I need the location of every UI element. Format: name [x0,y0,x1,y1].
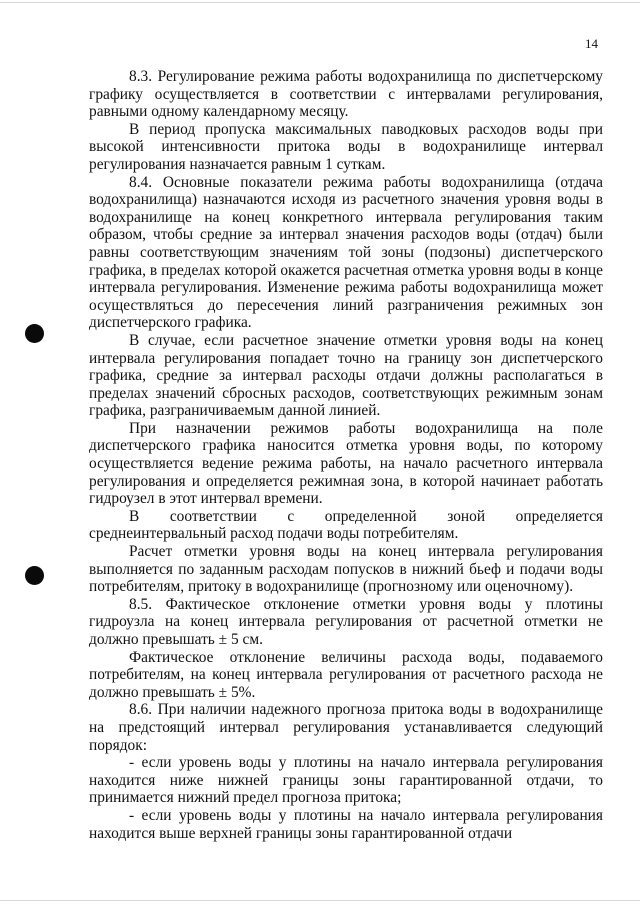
paragraph-discharge-deviation: Фактическое отклонение величины расхода воды, подаваемого потребителям, на конец интервала регулирования от расчетного расхода не должно превышать ± 5%. [89,648,603,701]
list-item-above-zone: - если уровень воды у плотины на начало интервала регулирования находится выше верхней границы зоны гарантированной отдачи [89,806,603,842]
paragraph-flood-interval: В период пропуска максимальных паводковых расходов воды при высокой интенсивности притока воды в водохранилище интервал регулирования назначается равным 1 суткам. [89,120,603,173]
paragraph-8-5: 8.5. Фактическое отклонение отметки уровня воды у плотины гидроузла на конец интервала регулирования от расчетной отметки не должно превышать ± 5 см. [89,595,603,648]
paragraph-8-6: 8.6. При наличии надежного прогноза притока воды в водохранилище на предстоящий интервал регулирования устанавливается следующий порядок: [89,701,603,754]
paragraph-8-4: 8.4. Основные показатели режима работы водохранилища (отдача водохранилища) назначаются исходя из расчетного значения уровня воды в водохранилище на конец конкретного интервала регулирования таким образом, чтобы средние за интервал значения расходов воды (отдач) были равны соответствующим значениям той зоны (подзоны) диспетчерского графика, в пределах которой окажется расчетная отметка уровня воды в конце интервала регулирования. Изменение режима работы водохранилища может осуществляться до пересечения линий разграничения режимных зон диспетчерского графика. [89,173,603,332]
paragraph-consumer-discharge: В соответствии с определенной зоной определяется среднеинтервальный расход подачи воды потребителям. [89,507,603,543]
document-body [89,68,603,842]
paragraph-level-calculation: Расчет отметки уровня воды на конец интервала регулирования выполняется по заданным расходам попусков в нижний бьеф и подачи воды потребителям, притоку в водохранилище (прогнозному или оценочному). [89,543,603,596]
paragraph-zone-boundary: В случае, если расчетное значение отметки уровня воды на конец интервала регулирования попадает точно на границу зон диспетчерского графика, средние за интервал расходы отдачи должны располагаться в пределах значений сбросных расходов, соответствующих режимным зонам графика, разграничиваемым данной линией. [89,331,603,420]
paragraph-8-3: 8.3. Регулирование режима работы водохранилища по диспетчерскому графику осуществляется в соответствии с интервалами регулирования, равными одному календарному месяцу. [89,68,603,121]
page-number: 14 [585,36,598,51]
scan-edge-bottom [0,900,640,901]
binder-hole-icon [25,566,44,585]
list-item-below-zone: - если уровень воды у плотины на начало интервала регулирования находится ниже нижней границы зоны гарантированной отдачи, то принимается нижний предел прогноза притока; [89,754,603,807]
scan-edge-top [0,2,640,3]
binder-hole-icon [25,324,44,343]
paragraph-mode-assignment: При назначении режимов работы водохранилища на поле диспетчерского графика наносится отметка уровня воды, по которому осуществляется ведение режима работы, на начало расчетного интервала регулирования и определяется режимная зона, в которой начинает работать гидроузел в этот интервал времени. [89,419,603,508]
